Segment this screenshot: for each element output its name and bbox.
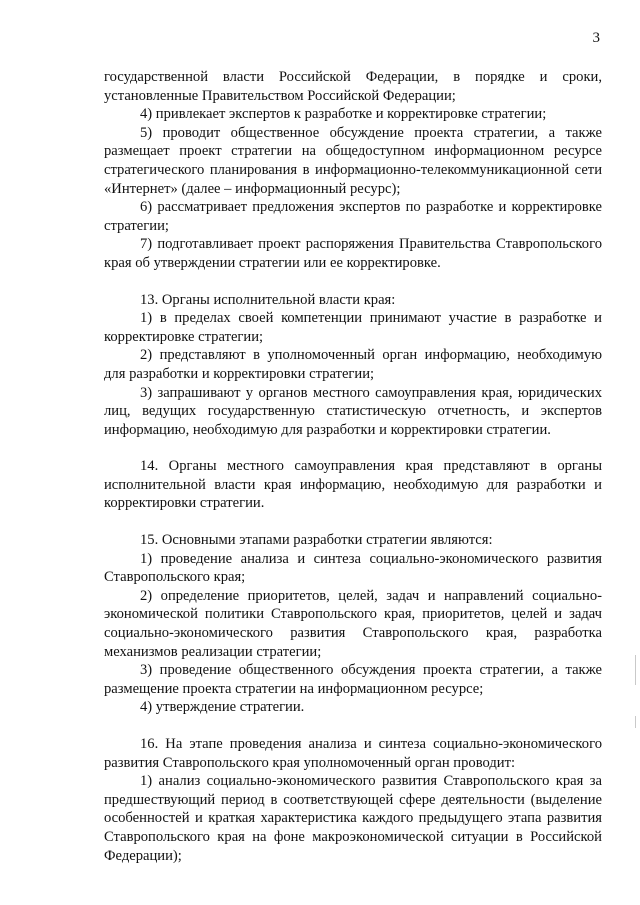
document-body (104, 68, 602, 865)
clause-13-item-3: 3) запрашивают у органов местного самоуправления края, юридических лиц, ведущих государственную статистическую отчетность, и экспертов информацию, необходимую для разработки и корректировки стратегии. (104, 384, 602, 438)
clause-16-heading: 16. На этапе проведения анализа и синтеза социально-экономического развития Ставропольского края уполномоченный орган проводит: (104, 736, 602, 771)
clause-15-item-1: 1) проведение анализа и синтеза социально-экономического развития Ставропольского края; (104, 550, 602, 586)
scan-margin-mark (635, 655, 636, 685)
clause-15-heading: 15. Основными этапами разработки стратегии являются: (140, 532, 493, 549)
clause-15-item-4: 4) утверждение стратегии. (140, 699, 305, 716)
list-item-5: 5) проводит общественное обсуждение проекта стратегии, а также размещает проект стратегии на общедоступном информационном ресурсе стратегического планирования в информационно-телекоммуникационной сети «Интернет» (далее – информационный ресурс); (104, 124, 602, 197)
clause-15-item-3: 3) проведение общественного обсуждения проекта стратегии, а также размещение проекта стратегии на информационном ресурсе; (104, 662, 602, 697)
list-item-7: 7) подготавливает проект распоряжения Правительства Ставропольского края об утверждении стратегии или ее корректировке. (104, 236, 602, 271)
clause-13-item-1: 1) в пределах своей компетенции принимают участие в разработке и корректировке стратегии; (104, 310, 602, 345)
paragraph-continuation: государственной власти Российской Федерации, в порядке и сроки, установленные Правительством Российской Федерации; (104, 69, 602, 104)
clause-14: 14. Органы местного самоуправления края представляют в органы исполнительной власти края информацию, необходимую для разработки и корректировки стратегии. (104, 458, 602, 512)
list-item-6: 6) рассматривает предложения экспертов по разработке и корректировке стратегии; (104, 199, 602, 234)
scan-margin-mark (635, 716, 636, 728)
clause-16-item-1: 1) анализ социально-экономического развития Ставропольского края за предшествующий период в соответствующей сфере деятельности (выделение особенностей и краткая характеристика каждого предыдущего этапа развития Ставропольского края на фоне макроэкономической ситуации в Российской Федерации); (104, 773, 602, 864)
page-number: 3 (592, 30, 600, 46)
clause-13-item-2: 2) представляют в уполномоченный орган информацию, необходимую для разработки и корректировки стратегии; (104, 347, 602, 382)
clause-15-item-2: 2) определение приоритетов, целей, задач и направлений социально-экономической политики Ставропольского края, приоритетов, целей и задач социально-экономического развития Ставропольского края, разработка механизмов реализации стратегии; (104, 587, 602, 660)
list-item-4: 4) привлекает экспертов к разработке и корректировке стратегии; (140, 106, 547, 123)
clause-13-heading: 13. Органы исполнительной власти края: (140, 291, 396, 308)
